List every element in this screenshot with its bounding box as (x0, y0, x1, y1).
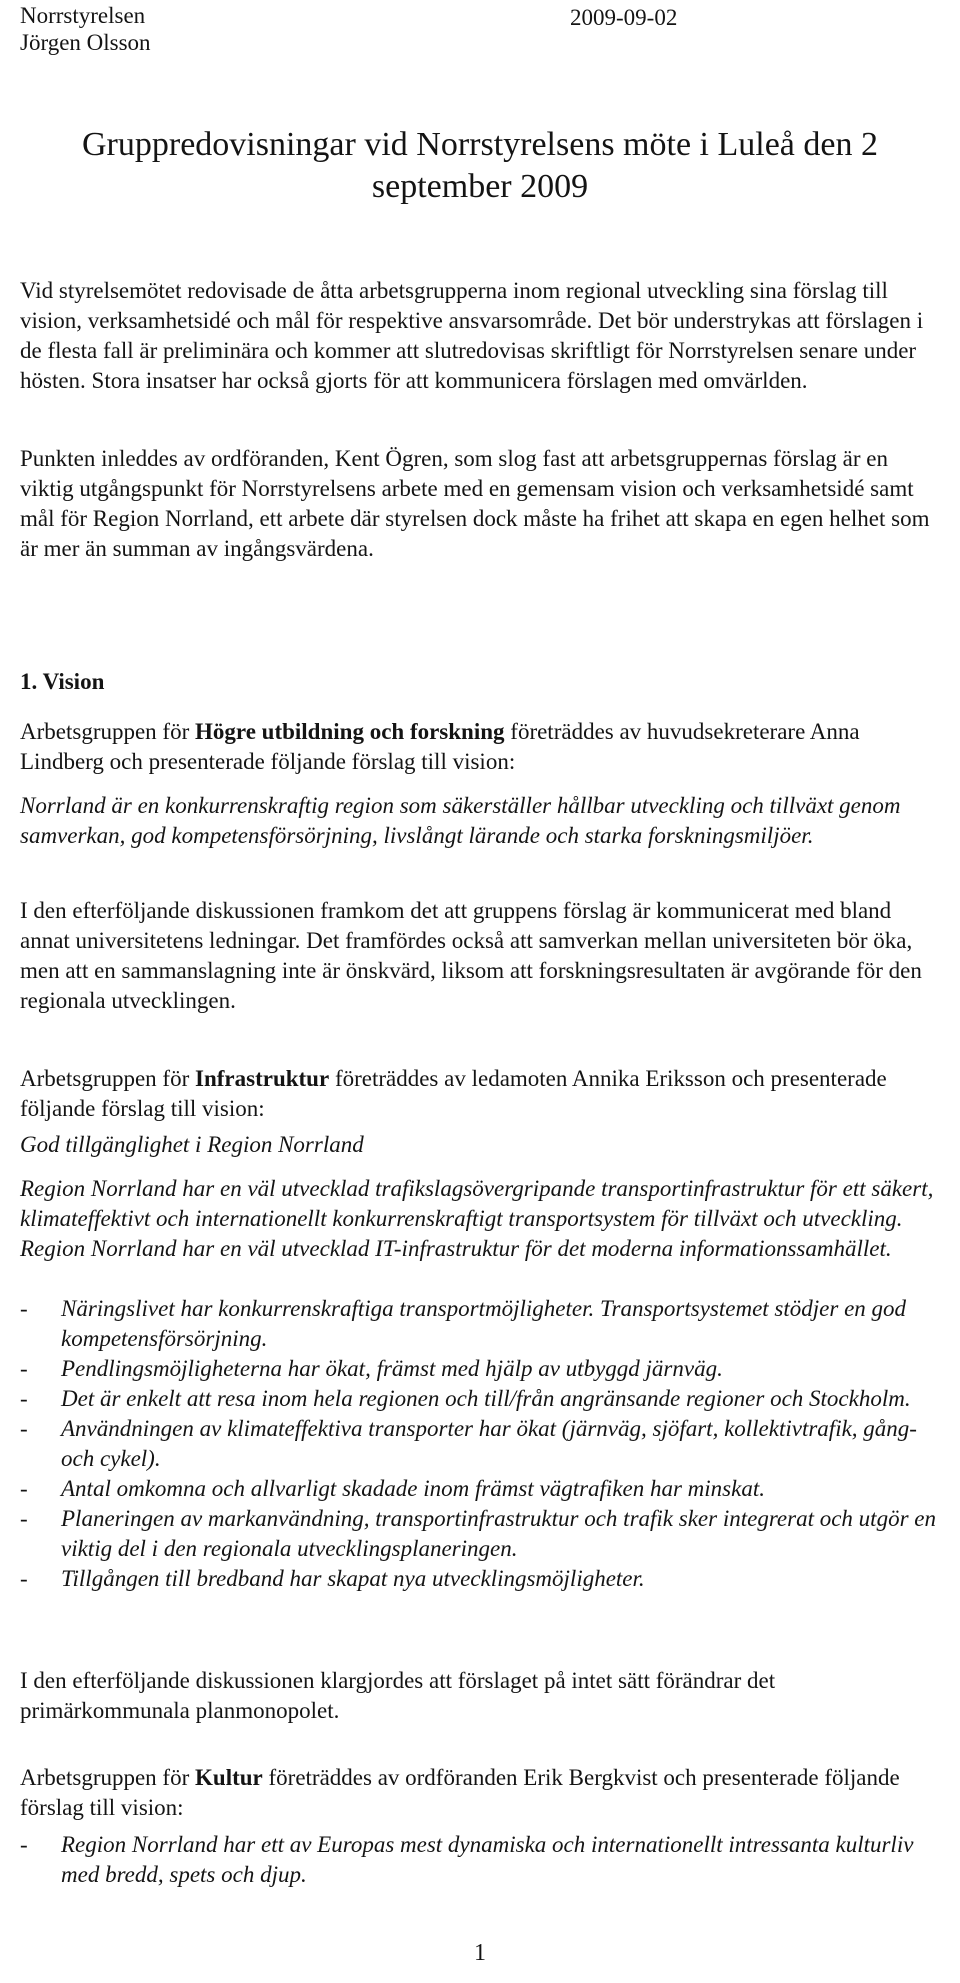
infrastructure-vision-title: God tillgänglighet i Region Norrland (20, 1132, 364, 1157)
intro-text: Arbetsgruppen för (20, 719, 196, 744)
infrastructure-bullet-list (20, 1294, 945, 1594)
intro-text: Arbetsgruppen för (20, 1066, 196, 1091)
list-item (20, 1414, 945, 1474)
header-left (20, 2, 151, 56)
dash-marker: - (20, 1506, 28, 1531)
document-title: Gruppredovisningar vid Norrstyrelsens möte i Luleå den 2 september 2009 (82, 126, 878, 205)
group-name-infrastructure: Infrastruktur (195, 1066, 330, 1091)
list-item-text: Användningen av klimateffektiva transporter har ökat (järnväg, sjöfart, kollektivtrafik, gång- och cykel). (61, 1416, 917, 1471)
intro-text: företräddes av huvudsekreterare Anna Lindberg och presenterade följande förslag till vision: (20, 719, 860, 774)
dash-marker: - (20, 1416, 28, 1441)
infrastructure-vision-text: Region Norrland har en väl utvecklad trafikslagsövergripande transportinfrastruktur för ett säkert, klimateffektivt och internationellt konkurrenskraftigt transportsystem för tillväxt och utveckling. Region Norrland har en väl utvecklad IT-infrastruktur för det moderna informationssamhället. (20, 1176, 934, 1261)
dash-marker: - (20, 1566, 28, 1591)
dash-marker: - (20, 1356, 28, 1381)
list-item-text: Antal omkomna och allvarligt skadade inom främst vägtrafiken har minskat. (61, 1476, 765, 1501)
dash-marker: - (20, 1386, 28, 1411)
list-item-text: Planeringen av markanvändning, transportinfrastruktur och trafik sker integrerat och utgör en viktig del i den regionala utvecklingsplaneringen. (61, 1506, 936, 1561)
intro-paragraph-2: Punkten inleddes av ordföranden, Kent Ögren, som slog fast att arbetsgruppernas förslag är en viktig utgångspunkt för Norrstyrelsens arbete med en gemensam vision och verksamhetsidé samt mål för Region Norrland, ett arbete där styrelsen dock måste ha frihet att skapa en egen helhet som är mer än summan av ingångsvärdena. (20, 446, 930, 561)
list-item-text: Pendlingsmöjligheterna har ökat, främst med hjälp av utbyggd järnväg. (61, 1356, 723, 1381)
list-item (20, 1294, 945, 1354)
header-org: Norrstyrelsen (20, 3, 146, 28)
list-item (20, 1474, 945, 1504)
culture-intro (20, 1763, 945, 1823)
culture-bullet-list (20, 1830, 945, 1890)
list-item (20, 1564, 945, 1594)
list-item (20, 1504, 945, 1564)
list-item-text: Tillgången till bredband har skapat nya utvecklingsmöjligheter. (61, 1566, 645, 1591)
dash-marker: - (20, 1832, 28, 1857)
intro-text: Arbetsgruppen för (20, 1765, 196, 1790)
header-date: 2009-09-02 (570, 5, 678, 30)
page-number: 1 (474, 1940, 486, 1966)
infrastructure-intro (20, 1064, 945, 1124)
group-name-higher-education: Högre utbildning och forskning (195, 719, 505, 744)
list-item (20, 1384, 945, 1414)
higher-education-vision: Norrland är en konkurrenskraftig region som säkerställer hållbar utveckling och tillväxt genom samverkan, god kompetensförsörjning, livslångt lärande och starka forskningsmiljöer. (20, 793, 901, 848)
group-name-culture: Kultur (195, 1765, 263, 1790)
list-item-text: Det är enkelt att resa inom hela regionen och till/från angränsande regioner och Stockholm. (61, 1386, 911, 1411)
list-item (20, 1354, 945, 1384)
header-author: Jörgen Olsson (20, 30, 151, 55)
infrastructure-discussion: I den efterföljande diskussionen klargjordes att förslaget på intet sätt förändrar det primärkommunala planmonopolet. (20, 1668, 776, 1723)
dash-marker: - (20, 1476, 28, 1501)
list-item-text: Region Norrland har ett av Europas mest dynamiska och internationellt intressanta kulturliv med bredd, spets och djup. (61, 1832, 914, 1887)
intro-text: företräddes av ledamoten Annika Eriksson och presenterade följande förslag till vision: (20, 1066, 887, 1121)
higher-education-discussion: I den efterföljande diskussionen framkom det att gruppens förslag är kommunicerat med bland annat universitetens ledningar. Det framfördes också att samverkan mellan universiteten bör öka, men att en sammanslagning inte är önskvärd, liksom att forskningsresultaten är avgörande för den regionala utvecklingen. (20, 898, 922, 1013)
higher-education-intro (20, 717, 945, 777)
dash-marker: - (20, 1296, 28, 1321)
list-item (20, 1830, 945, 1890)
intro-paragraph-1: Vid styrelsemötet redovisade de åtta arbetsgrupperna inom regional utveckling sina förslag till vision, verksamhetsidé och mål för respektive ansvarsområde. Det bör understrykas att förslagen i de flesta fall är preliminära och kommer att slutredovisas skriftligt för Norrstyrelsen senare under hösten. Stora insatser har också gjorts för att kommunicera förslagen med omvärlden. (20, 278, 924, 393)
intro-text: företräddes av ordföranden Erik Bergkvist och presenterade följande förslag till vision: (20, 1765, 900, 1820)
list-item-text: Näringslivet har konkurrenskraftiga transportmöjligheter. Transportsystemet stödjer en god kompetensförsörjning. (61, 1296, 907, 1351)
section-heading-vision: 1. Vision (20, 669, 105, 694)
